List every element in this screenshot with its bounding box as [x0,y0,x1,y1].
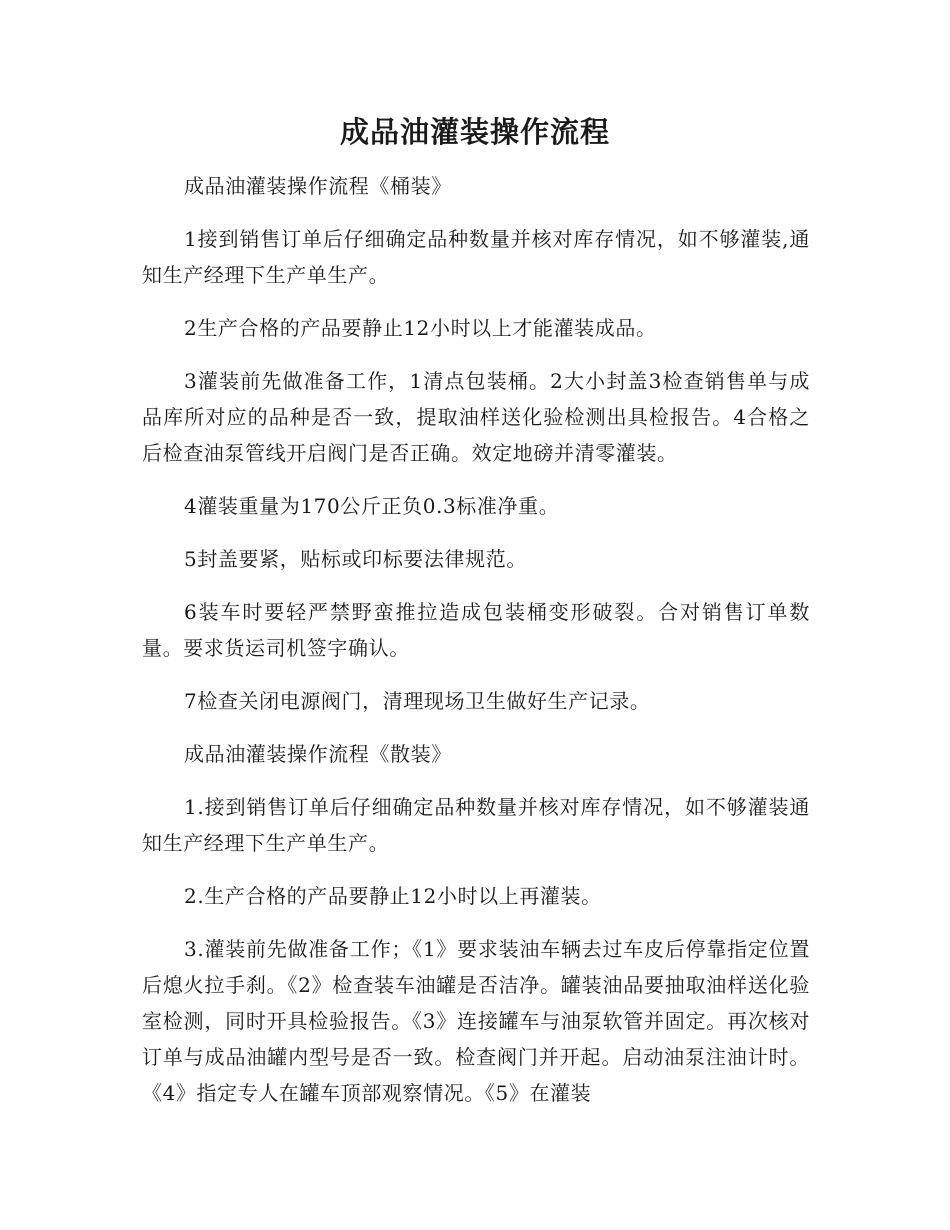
document-body [142,168,810,1128]
paragraph-barrel-heading: 成品油灌装操作流程《桶装》 [184,174,452,198]
paragraph-barrel-step-3: 3灌装前先做准备工作，1清点包装桶。2大小封盖3检查销售单与成品库所对应的品种是否一致，提取油样送化验检测出具检报告。4合格之后检查油泵管线开启阀门是否正确。效定地磅并清零灌装。 [142,369,810,465]
paragraph-barrel-step-5: 5封盖要紧，贴标或印标要法律规范。 [184,547,527,571]
document-title: 成品油灌装操作流程 [339,115,610,149]
paragraph-bulk-step-3: 3.灌装前先做准备工作；《1》要求装油车辆去过车皮后停靠指定位置后熄火拉手刹。《2》检查装车油罐是否洁净。罐装油品要抽取油样送化验室检测，同时开具检验报告。《3》连接罐车与油泵软管并固定。再次核对订单与成品油罐内型号是否一致。检查阀门并开起。启动油泵注油计时。《4》指定专人在罐车顶部观察情况。《5》在灌装 [142,937,810,1105]
paragraph-barrel-step-6: 6装车时要轻严禁野蛮推拉造成包装桶变形破裂。合对销售订单数量。要求货运司机签字确认。 [142,600,810,660]
paragraph-barrel-step-4: 4灌装重量为170公斤正负0.3标准净重。 [184,494,560,518]
paragraph-bulk-step-1: 1.接到销售订单后仔细确定品种数量并核对库存情况，如不够灌装通知生产经理下生产单生产。 [142,795,810,855]
paragraph-bulk-step-2: 2.生产合格的产品要静止12小时以上再灌装。 [184,884,602,908]
paragraph-barrel-step-2: 2生产合格的产品要静止12小时以上才能灌装成品。 [184,316,657,340]
paragraph-barrel-step-7: 7检查关闭电源阀门，清理现场卫生做好生产记录。 [184,689,651,713]
paragraph-barrel-step-1: 1接到销售订单后仔细确定品种数量并核对库存情况，如不够灌装,通知生产经理下生产单生产。 [142,227,810,287]
paragraph-bulk-heading: 成品油灌装操作流程《散装》 [184,742,452,766]
